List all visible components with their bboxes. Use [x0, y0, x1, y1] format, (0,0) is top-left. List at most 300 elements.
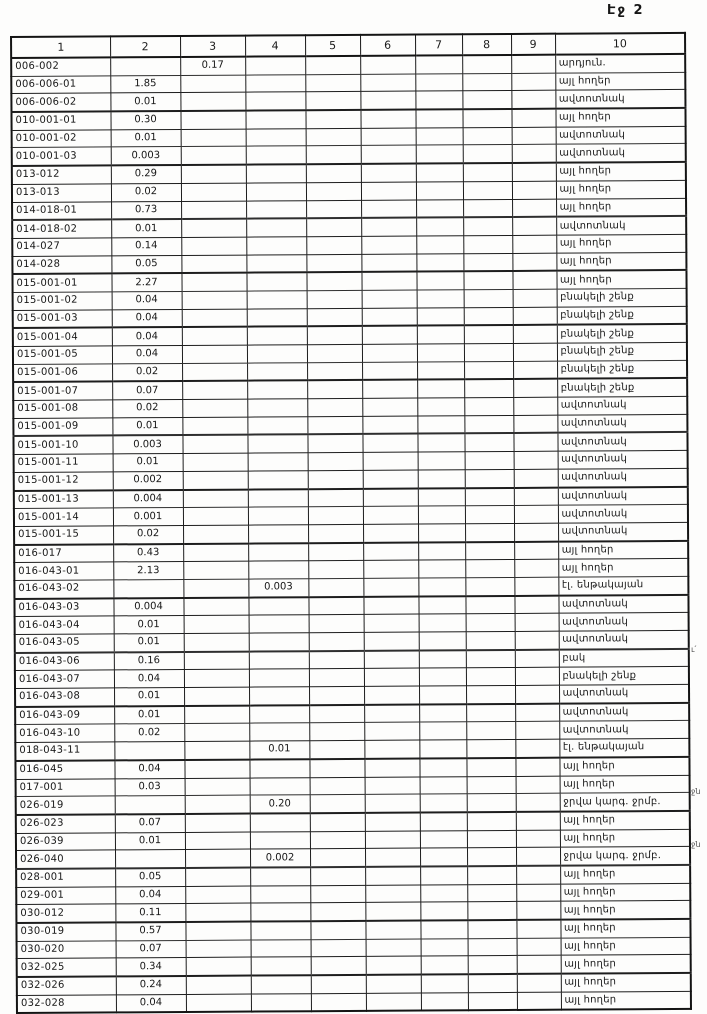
cell-value: [515, 668, 559, 686]
cell-value: 2.13: [113, 562, 183, 580]
cell-value: [181, 255, 246, 274]
cell-value: [463, 217, 512, 235]
cell-value: [307, 434, 362, 453]
cell-value: [249, 669, 309, 687]
cell-value: [363, 452, 418, 470]
cell-value: [363, 470, 418, 489]
cell-value: 0.01: [249, 741, 309, 760]
cell-value: [514, 559, 558, 577]
cell-value: [517, 956, 561, 974]
cell-value: [309, 740, 364, 759]
cell-value: [516, 793, 560, 811]
cell-value: [512, 271, 556, 289]
cell-value: 0.05: [115, 868, 185, 887]
cell-value: 0.01: [112, 417, 182, 436]
cell-value: [363, 506, 418, 524]
cell-usage-label: այլ հողեր: [560, 811, 690, 830]
cell-value: [250, 903, 310, 922]
cell-value: [462, 109, 511, 127]
column-header-1: 1: [11, 36, 110, 58]
cell-value: [511, 55, 555, 73]
cell-value: [463, 181, 512, 199]
document-table-wrap: [10, 32, 692, 1014]
cell-value: 0.07: [112, 381, 182, 400]
cell-value: [365, 831, 420, 849]
cell-value: [247, 308, 307, 327]
cell-value: [465, 542, 514, 560]
cell-value: [515, 649, 559, 667]
cell-value: [464, 325, 513, 343]
table-row: [17, 991, 691, 1013]
cell-value: [185, 813, 250, 832]
cell-value: [467, 866, 516, 884]
cell-value: 0.34: [116, 958, 186, 977]
cell-value: [468, 992, 517, 1010]
cell-value: [248, 507, 308, 525]
cell-value: 0.02: [112, 363, 182, 382]
cell-value: [309, 759, 364, 778]
cell-value: 0.04: [114, 670, 184, 688]
cell-parcel-code: 016-043-07: [15, 670, 114, 688]
cell-value: [308, 488, 363, 507]
cell-value: [251, 939, 311, 957]
cell-value: [183, 489, 248, 508]
cell-usage-label: այլ հողեր: [559, 757, 689, 776]
cell-value: [181, 201, 246, 220]
cell-value: [463, 127, 512, 145]
cell-parcel-code: 015-001-15: [14, 526, 113, 545]
cell-value: [467, 848, 516, 866]
column-header-7: 7: [415, 34, 462, 55]
cell-parcel-code: 028-001: [16, 868, 115, 887]
cell-parcel-code: 014-018-01: [12, 201, 111, 220]
cell-usage-label: բակ: [559, 649, 689, 668]
cell-value: [516, 812, 560, 830]
cell-value: [183, 597, 248, 616]
cell-parcel-code: 015-001-10: [13, 436, 112, 455]
cell-parcel-code: 026-040: [16, 850, 115, 869]
cell-value: [306, 236, 361, 254]
cell-value: [516, 884, 560, 902]
cell-value: [421, 974, 468, 992]
cell-parcel-code: 016-043-06: [15, 652, 114, 671]
cell-value: [464, 307, 513, 325]
cell-value: [419, 740, 466, 758]
cell-value: [364, 650, 419, 669]
cell-usage-label: բնակելի շենք: [557, 360, 687, 379]
cell-value: [364, 614, 419, 632]
cell-value: [418, 470, 465, 488]
cell-value: [251, 975, 311, 994]
cell-value: [184, 741, 249, 760]
cell-value: [248, 561, 308, 579]
cell-value: 0.05: [111, 255, 181, 274]
cell-value: [115, 850, 185, 869]
cell-value: [361, 164, 416, 183]
cell-value: [515, 685, 559, 703]
cell-value: [416, 145, 463, 163]
cell-value: [246, 237, 306, 255]
column-header-8: 8: [462, 34, 511, 55]
cell-value: [306, 200, 361, 219]
cell-parcel-code: 013-013: [12, 184, 111, 202]
cell-value: [364, 704, 419, 723]
cell-value: [514, 469, 558, 487]
cell-value: [308, 561, 363, 579]
cell-value: [183, 579, 248, 598]
cell-value: 0.01: [111, 129, 181, 147]
cell-value: [417, 416, 464, 434]
cell-value: [366, 975, 421, 994]
cell-value: [308, 578, 363, 597]
cell-parcel-code: 016-017: [14, 544, 113, 563]
cell-value: [466, 740, 515, 758]
cell-value: [516, 847, 560, 865]
cell-value: [511, 109, 555, 127]
cell-value: 0.001: [113, 508, 183, 526]
cell-parcel-code: 010-001-03: [12, 147, 111, 166]
cell-value: 0.16: [114, 652, 184, 671]
cell-value: 0.002: [250, 849, 310, 868]
cell-usage-label: այլ հողեր: [556, 234, 686, 252]
cell-value: [309, 705, 364, 724]
cell-usage-label: ավտոտնակ: [557, 414, 687, 433]
cell-value: [362, 344, 417, 362]
cell-usage-label: այլ հողեր: [555, 108, 685, 127]
cell-value: [310, 867, 365, 886]
cell-value: [309, 651, 364, 670]
cell-value: [363, 578, 418, 597]
cell-value: [462, 73, 511, 91]
cell-usage-label: այլ հողեր: [556, 252, 686, 271]
cell-value: [180, 111, 245, 130]
cell-parcel-code: 015-001-05: [13, 346, 112, 364]
cell-value: [309, 615, 364, 633]
cell-value: [361, 254, 416, 273]
cell-parcel-code: 016-043-03: [14, 598, 113, 617]
cell-value: [306, 128, 361, 146]
cell-value: [182, 399, 247, 417]
cell-value: [463, 271, 512, 289]
cell-value: [247, 435, 307, 454]
cell-parcel-code: 015-001-08: [13, 400, 112, 418]
cell-value: [517, 938, 561, 956]
cell-value: [512, 145, 556, 163]
cell-value: [365, 902, 420, 921]
cell-value: [361, 182, 416, 200]
cell-value: [516, 920, 560, 938]
cell-value: [361, 218, 416, 237]
cell-value: [246, 146, 306, 165]
cell-value: [419, 614, 466, 632]
cell-value: [467, 884, 516, 902]
cell-value: [365, 921, 420, 940]
cell-value: 0.01: [114, 633, 184, 652]
cell-value: 0.003: [112, 435, 182, 454]
cell-usage-label: ավտոտնակ: [559, 684, 689, 703]
cell-value: [364, 722, 419, 740]
cell-value: 0.04: [112, 327, 182, 346]
cell-value: [364, 632, 419, 651]
cell-value: [249, 705, 309, 724]
cell-parcel-code: 026-023: [16, 814, 115, 833]
cell-value: [184, 615, 249, 633]
cell-value: 0.003: [248, 579, 308, 598]
cell-value: [364, 758, 419, 777]
cell-value: [466, 704, 515, 722]
cell-value: [467, 920, 516, 938]
cell-value: [363, 560, 418, 578]
cell-value: [307, 398, 362, 416]
cell-usage-label: ավտոտնակ: [556, 144, 686, 163]
cell-value: 0.57: [115, 922, 185, 941]
cell-usage-label: ավտոտնակ: [556, 216, 686, 235]
cell-value: [466, 758, 515, 776]
cell-parcel-code: 032-028: [17, 995, 116, 1014]
cell-value: [248, 489, 308, 508]
cell-value: [310, 921, 365, 940]
cell-value: [366, 956, 421, 975]
cell-value: [512, 181, 556, 199]
cell-value: [418, 596, 465, 614]
cell-value: [462, 91, 511, 109]
cell-value: 0.24: [116, 976, 186, 995]
cell-value: [364, 686, 419, 705]
cell-value: [415, 91, 462, 109]
cell-value: [463, 163, 512, 181]
cell-value: [181, 147, 246, 166]
cell-value: [246, 164, 306, 183]
page-number-label: Էջ 2: [607, 3, 645, 18]
cell-parcel-code: 015-001-11: [14, 454, 113, 472]
cell-value: 0.01: [115, 832, 185, 850]
cell-parcel-code: 015-001-14: [14, 508, 113, 526]
cell-value: 0.04: [115, 886, 185, 904]
cell-value: [464, 289, 513, 307]
cell-value: [364, 668, 419, 686]
cell-value: [512, 235, 556, 253]
cell-value: [515, 631, 559, 649]
column-header-9: 9: [511, 34, 555, 55]
cell-value: [186, 940, 251, 958]
cell-value: [308, 452, 363, 470]
cell-value: 0.01: [114, 616, 184, 634]
cell-value: [305, 56, 360, 75]
cell-value: [417, 307, 464, 325]
cell-value: [418, 578, 465, 596]
cell-value: [513, 415, 557, 433]
cell-parcel-code: 010-001-02: [12, 130, 111, 148]
cell-value: 0.04: [112, 309, 182, 328]
cell-value: 0.29: [111, 165, 181, 184]
cell-value: [363, 542, 418, 561]
cell-value: [420, 866, 467, 884]
column-header-3: 3: [180, 36, 245, 57]
cell-value: 0.04: [116, 994, 186, 1013]
cell-value: [182, 417, 247, 436]
cell-usage-label: ջրվա կարգ. ջրմբ.: [560, 793, 690, 812]
cell-value: [417, 380, 464, 398]
cell-value: [310, 831, 365, 849]
cell-value: [361, 272, 416, 291]
cell-value: [420, 920, 467, 938]
cell-value: [309, 632, 364, 651]
cell-value: [513, 307, 557, 325]
cell-value: [420, 902, 467, 920]
cell-value: [415, 55, 462, 73]
cell-usage-label: ավտոտնակ: [558, 486, 688, 505]
handwritten-margin-mark: ջն: [691, 786, 701, 796]
cell-usage-label: այլ հողեր: [556, 162, 686, 181]
cell-value: [511, 73, 555, 91]
cell-value: [310, 795, 365, 814]
cell-value: [246, 218, 306, 237]
cell-parcel-code: 015-001-09: [13, 418, 112, 437]
cell-usage-label: այլ հողեր: [560, 775, 690, 793]
cell-value: 0.43: [113, 544, 183, 563]
cell-value: [250, 813, 310, 832]
cell-value: [183, 561, 248, 579]
column-header-4: 4: [245, 35, 305, 56]
cell-value: [464, 379, 513, 397]
cell-value: [512, 127, 556, 145]
cell-value: [246, 200, 306, 219]
cell-value: [513, 379, 557, 397]
cell-value: [306, 164, 361, 183]
cell-value: 0.17: [180, 57, 245, 76]
cell-parcel-code: 016-043-10: [15, 724, 114, 742]
cell-parcel-code: 014-018-02: [12, 220, 111, 239]
cell-value: [420, 884, 467, 902]
cell-value: 0.07: [115, 814, 185, 833]
cell-value: [514, 487, 558, 505]
cell-value: [513, 343, 557, 361]
cell-value: [310, 777, 365, 795]
cell-value: [416, 182, 463, 200]
cell-value: [463, 253, 512, 271]
cell-value: [513, 397, 557, 415]
cell-value: [417, 290, 464, 308]
cell-value: [248, 525, 308, 544]
cell-value: 0.01: [111, 219, 181, 238]
cell-usage-label: այլ հողեր: [556, 180, 686, 198]
cell-value: [185, 832, 250, 850]
cell-usage-label: բնակելի շենք: [557, 342, 687, 360]
cell-value: [362, 290, 417, 308]
cell-value: [247, 399, 307, 417]
cell-usage-label: արդյուն.: [555, 54, 685, 73]
cell-parcel-code: 016-043-02: [14, 580, 113, 599]
cell-parcel-code: 006-002: [11, 57, 110, 76]
cell-value: 1.85: [110, 75, 180, 93]
cell-value: [362, 308, 417, 327]
cell-usage-label: այլ հողեր: [560, 865, 690, 884]
cell-value: [465, 452, 514, 470]
cell-parcel-code: 017-001: [16, 778, 115, 796]
cell-parcel-code: 014-028: [12, 255, 111, 274]
cell-usage-label: բնակելի շենք: [559, 667, 689, 685]
cell-value: [467, 812, 516, 830]
cell-parcel-code: 006-006-02: [11, 93, 110, 112]
cell-value: [516, 776, 560, 794]
cell-parcel-code: 015-001-12: [14, 472, 113, 491]
cell-value: [245, 110, 305, 129]
cell-value: [311, 993, 366, 1012]
cell-value: [513, 433, 557, 451]
cell-value: [363, 488, 418, 507]
cell-value: [186, 957, 251, 976]
cell-value: [249, 651, 309, 670]
cell-value: [514, 595, 558, 613]
cell-value: [305, 92, 360, 111]
cell-usage-label: ավտոտնակ: [555, 90, 685, 109]
cell-value: [418, 524, 465, 542]
cell-value: [183, 507, 248, 525]
cell-usage-label: ավտոտնակ: [559, 630, 689, 649]
cell-value: [365, 777, 420, 795]
cell-value: 0.30: [110, 111, 180, 130]
cell-value: [308, 542, 363, 561]
cell-value: [416, 128, 463, 146]
cell-value: 0.003: [111, 147, 181, 166]
cell-usage-label: այլ հողեր: [560, 883, 690, 901]
cell-value: [249, 615, 309, 633]
cell-value: [366, 939, 421, 957]
cell-parcel-code: 016-043-01: [14, 562, 113, 580]
cell-value: 0.004: [113, 489, 183, 508]
cell-value: [114, 742, 184, 761]
cell-value: 0.04: [114, 760, 184, 779]
cell-usage-label: բնակելի շենք: [557, 378, 687, 397]
cell-value: [514, 505, 558, 523]
cell-value: 0.07: [116, 940, 186, 958]
cell-usage-label: այլ հողեր: [561, 973, 691, 992]
cell-value: 0.04: [112, 291, 182, 309]
cell-value: [360, 74, 415, 92]
cell-usage-label: ավտոտնակ: [558, 522, 688, 541]
cell-usage-label: այլ հողեր: [555, 72, 685, 90]
cell-value: [417, 398, 464, 416]
cell-parcel-code: 015-001-07: [13, 382, 112, 401]
cell-value: [421, 956, 468, 974]
cell-value: [181, 237, 246, 255]
cell-value: [363, 596, 418, 615]
cell-value: [419, 632, 466, 650]
cell-value: [183, 543, 248, 562]
cell-value: [361, 145, 416, 164]
cell-value: [180, 92, 245, 111]
cell-value: [465, 523, 514, 541]
cell-value: [365, 848, 420, 867]
cell-parcel-code: 015-001-01: [12, 274, 111, 293]
cell-value: [185, 922, 250, 941]
cell-value: [181, 129, 246, 147]
cell-usage-label: այլ հողեր: [560, 901, 690, 920]
cell-value: [185, 868, 250, 887]
cell-value: [185, 795, 250, 814]
cell-value: [365, 812, 420, 831]
cell-value: [464, 433, 513, 451]
cell-parcel-code: 015-001-04: [13, 328, 112, 347]
cell-value: [249, 723, 309, 741]
cell-value: [418, 542, 465, 560]
cell-value: [311, 957, 366, 976]
cell-value: [360, 110, 415, 129]
cell-usage-label: բնակելի շենք: [557, 306, 687, 325]
cell-value: [180, 75, 245, 93]
cell-value: [248, 453, 308, 471]
column-header-6: 6: [360, 35, 415, 56]
